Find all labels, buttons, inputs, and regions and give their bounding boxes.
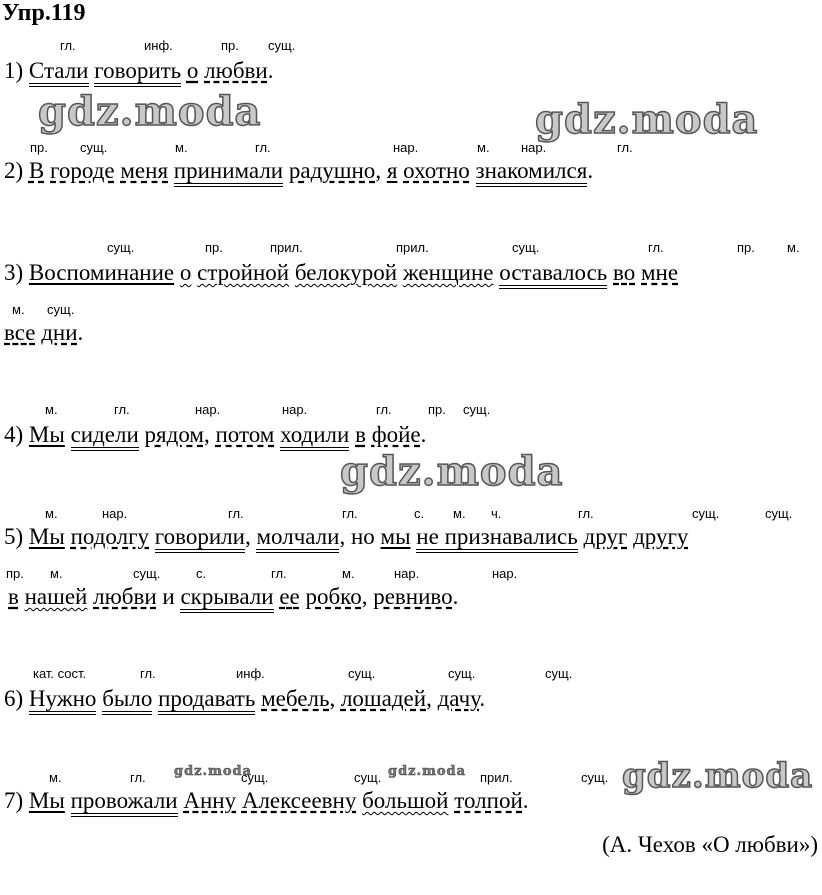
exercise-title: Упр.119 <box>2 0 86 26</box>
word: Анну <box>183 788 237 813</box>
word: говорить <box>94 58 181 87</box>
punct: . <box>587 158 594 183</box>
sentence-3 <box>4 260 678 286</box>
word: радушно <box>288 158 376 183</box>
word: ее <box>279 584 300 609</box>
pos-label: м. <box>45 506 58 521</box>
punct: . <box>77 320 84 345</box>
pos-label: сущ. <box>692 506 720 521</box>
watermark: gdz.moda <box>340 448 564 495</box>
pos-label: гл. <box>578 506 594 521</box>
pos-label: ч. <box>491 506 502 521</box>
word: городе <box>50 158 115 183</box>
word: Нужно <box>29 686 97 715</box>
sentence-6 <box>4 686 485 712</box>
word: во <box>613 260 636 285</box>
word: стройной <box>197 260 290 285</box>
pos-label: инф. <box>236 666 265 681</box>
pos-labels <box>0 402 822 418</box>
pos-label: сущ. <box>80 140 108 155</box>
pos-label: м. <box>50 566 63 581</box>
pos-label: м. <box>175 140 188 155</box>
pos-labels <box>0 666 822 682</box>
pos-label: м. <box>342 566 355 581</box>
punct: , <box>375 158 382 183</box>
pos-label: инф. <box>144 38 173 53</box>
pos-label: нар. <box>492 566 518 581</box>
pos-label: сущ. <box>581 770 609 785</box>
pos-labels <box>0 240 822 256</box>
word: робко <box>305 584 362 609</box>
watermark: gdz.moda <box>174 764 253 779</box>
pos-label: прил. <box>396 240 429 255</box>
word: в <box>355 422 366 447</box>
pos-label: м. <box>453 506 466 521</box>
pos-label: м. <box>787 240 800 255</box>
pos-label: пр. <box>30 140 48 155</box>
pos-labels <box>0 566 822 582</box>
pos-label: гл. <box>140 666 156 681</box>
word: нашей <box>24 584 88 609</box>
pos-label: сущ. <box>765 506 793 521</box>
watermark: gdz.moda <box>535 96 759 143</box>
pos-label: м. <box>49 770 62 785</box>
pos-label: гл. <box>130 770 146 785</box>
pos-label: гл. <box>114 402 130 417</box>
pos-label: пр. <box>737 240 755 255</box>
punct: , <box>203 422 210 447</box>
word: Мы <box>28 422 65 447</box>
word: белокурой <box>294 260 398 285</box>
pos-label: сущ. <box>241 770 269 785</box>
pos-label: пр. <box>428 402 446 417</box>
word: фойе <box>371 422 421 447</box>
word: мне <box>641 260 679 285</box>
word: я <box>386 158 398 183</box>
pos-label: нар. <box>521 140 547 155</box>
pos-label: гл. <box>648 240 664 255</box>
word: продавать <box>158 686 255 715</box>
word: сидели <box>71 422 139 451</box>
punct: , <box>244 524 251 549</box>
word: Алексеевну <box>241 788 357 813</box>
pos-label: м. <box>45 402 58 417</box>
pos-label: сущ. <box>107 240 135 255</box>
word: ревниво <box>373 584 453 609</box>
word: Мы <box>28 524 65 549</box>
word: потом <box>215 422 275 447</box>
word: мебель <box>261 686 330 711</box>
pos-label: нар. <box>195 402 221 417</box>
word: мы <box>380 524 411 549</box>
pos-labels <box>0 506 822 522</box>
punct: . <box>522 788 529 813</box>
pos-label: гл. <box>255 140 271 155</box>
pos-label: сущ. <box>348 666 376 681</box>
word: было <box>102 686 152 715</box>
word: но <box>350 524 375 549</box>
pos-label: м. <box>477 140 490 155</box>
pos-label: гл. <box>376 402 392 417</box>
word: любви <box>204 58 268 83</box>
pos-label: нар. <box>394 566 420 581</box>
word: не признавались <box>416 524 577 553</box>
pos-label: с. <box>196 566 207 581</box>
word: большой <box>362 788 449 813</box>
sentence-1 <box>4 58 273 84</box>
punct: , <box>361 584 368 609</box>
word: о <box>179 260 192 285</box>
word: о <box>186 58 199 83</box>
punct: , <box>426 686 432 711</box>
pos-label: м. <box>12 302 25 317</box>
pos-label: сущ. <box>545 666 573 681</box>
pos-label: гл. <box>342 506 358 521</box>
pos-label: сущ. <box>47 302 75 317</box>
sentence-5-continued <box>8 584 458 610</box>
pos-label: нар. <box>282 402 308 417</box>
punct: . <box>267 58 274 83</box>
pos-label: прил. <box>270 240 303 255</box>
pos-label: нар. <box>102 506 128 521</box>
pos-label: гл. <box>271 566 287 581</box>
word: Воспоминание <box>28 260 175 285</box>
pos-label: сущ. <box>133 566 161 581</box>
word: женщине <box>402 260 494 285</box>
punct: . <box>479 686 486 711</box>
source-citation: (А. Чехов «О любви») <box>602 832 818 857</box>
pos-labels <box>0 302 822 318</box>
word: толпой <box>454 788 523 813</box>
pos-labels <box>0 38 822 54</box>
word: В <box>28 158 45 183</box>
pos-label: гл. <box>228 506 244 521</box>
word: оставалось <box>499 260 607 289</box>
sentence-number: 2) <box>4 158 24 183</box>
word: охотно <box>403 158 470 183</box>
word: провожали <box>71 788 178 817</box>
word: другу <box>633 524 689 549</box>
pos-label: сущ. <box>354 770 382 785</box>
word: меня <box>120 158 169 183</box>
pos-label: сущ. <box>463 402 491 417</box>
pos-label: прил. <box>480 770 513 785</box>
punct: , <box>339 524 346 549</box>
sentence-7 <box>4 788 529 814</box>
word: в <box>8 584 19 609</box>
sentence-number: 3) <box>4 260 24 285</box>
word: дачу <box>437 686 480 711</box>
sentence-number: 5) <box>4 524 24 549</box>
pos-label: пр. <box>205 240 223 255</box>
word: говорили <box>155 524 245 553</box>
pos-label: с. <box>414 506 425 521</box>
watermark: gdz.moda <box>622 756 814 796</box>
word: подолгу <box>70 524 150 549</box>
pos-label: пр. <box>6 566 24 581</box>
word: друг <box>583 524 628 549</box>
word: любви <box>93 584 157 609</box>
word: рядом <box>144 422 204 447</box>
sentence-number: 7) <box>4 788 24 813</box>
pos-label: гл. <box>60 38 76 53</box>
pos-label: сущ. <box>512 240 540 255</box>
word: лошадей <box>340 686 427 711</box>
pos-label: гл. <box>617 140 633 155</box>
word: молчали <box>256 524 339 553</box>
pos-label: нар. <box>393 140 419 155</box>
word: Стали <box>29 58 89 87</box>
sentence-number: 1) <box>4 58 24 83</box>
watermark: gdz.moda <box>38 88 262 135</box>
pos-labels <box>0 140 822 156</box>
sentence-4 <box>4 422 426 448</box>
word: ходили <box>280 422 349 451</box>
pos-label: кат. сост. <box>33 666 87 681</box>
punct: , <box>329 686 336 711</box>
word: знакомился <box>476 158 588 187</box>
pos-label: пр. <box>221 38 239 53</box>
word: Мы <box>28 788 65 813</box>
pos-label: сущ. <box>448 666 476 681</box>
punct: . <box>452 584 459 609</box>
word: скрывали <box>180 584 273 613</box>
word: принимали <box>174 158 283 187</box>
sentence-3-continued <box>4 320 83 346</box>
sentence-5 <box>4 524 688 550</box>
pos-label: сущ. <box>268 38 296 53</box>
word: и <box>162 584 175 609</box>
sentence-number: 4) <box>4 422 24 447</box>
word: все <box>4 320 36 345</box>
sentence-2 <box>4 158 593 184</box>
punct: . <box>420 422 427 447</box>
word: дни <box>41 320 78 345</box>
watermark: gdz.moda <box>388 764 467 779</box>
sentence-number: 6) <box>4 686 24 711</box>
